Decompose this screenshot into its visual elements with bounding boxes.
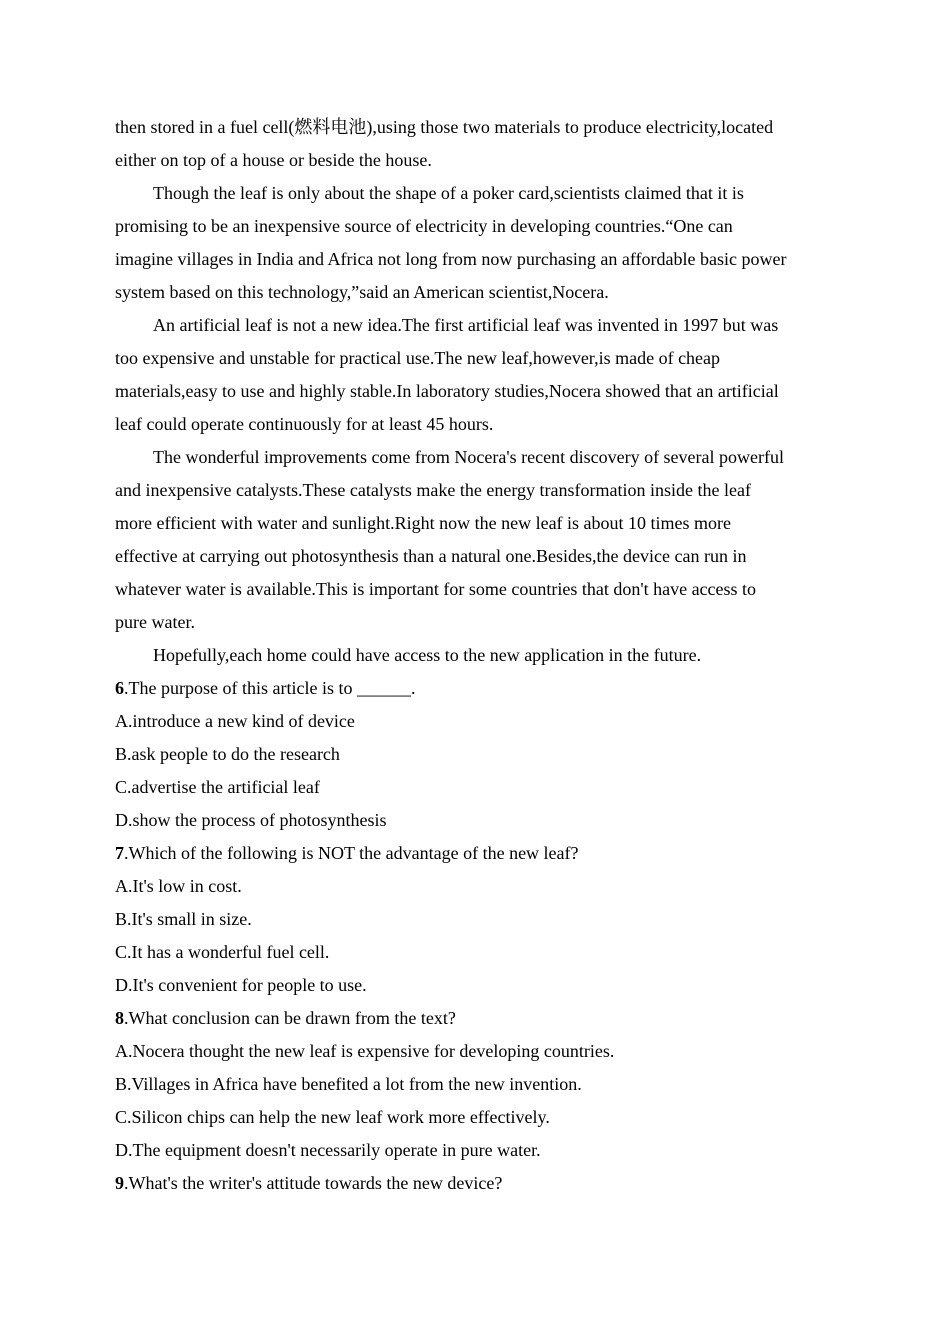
question-number: 9	[115, 1173, 124, 1193]
text-line: system based on this technology,”said an American scientist,Nocera.	[115, 282, 609, 302]
question-number: 6	[115, 678, 124, 698]
question-8	[115, 1002, 835, 1167]
paragraph-conclusion	[115, 639, 835, 672]
text-line: materials,easy to use and highly stable.In laboratory studies,Nocera showed that an artificial	[115, 381, 779, 401]
paragraph-poker-card	[115, 177, 835, 309]
text-line: pure water.	[115, 612, 195, 632]
text-line: too expensive and unstable for practical use.The new leaf,however,is made of cheap	[115, 348, 721, 368]
answer-option: B.Villages in Africa have benefited a lot from the new invention.	[115, 1074, 582, 1094]
question-number: 7	[115, 843, 124, 863]
text-line: then stored in a fuel cell(燃料电池),using those two materials to produce electricity,located	[115, 117, 774, 137]
text-line: either on top of a house or beside the house.	[115, 150, 432, 170]
question-stem	[115, 672, 835, 705]
text-line: The wonderful improvements come from Nocera's recent discovery of several powerful	[153, 447, 785, 467]
paragraph-history	[115, 309, 835, 441]
answer-option: B.ask people to do the research	[115, 744, 340, 764]
document-page	[115, 111, 835, 1200]
question-stem	[115, 837, 835, 870]
question-text: .What conclusion can be drawn from the text?	[124, 1008, 456, 1028]
text-line: whatever water is available.This is important for some countries that don't have access to	[115, 579, 757, 599]
answer-option: D.show the process of photosynthesis	[115, 810, 387, 830]
question-text: .Which of the following is NOT the advantage of the new leaf?	[124, 843, 579, 863]
text-line: leaf could operate continuously for at least 45 hours.	[115, 414, 494, 434]
question-text: .What's the writer's attitude towards the new device?	[124, 1173, 503, 1193]
answer-option: A.introduce a new kind of device	[115, 711, 355, 731]
text-line: effective at carrying out photosynthesis than a natural one.Besides,the device can run in	[115, 546, 747, 566]
question-7	[115, 837, 835, 1002]
paragraph-improvements	[115, 441, 835, 639]
answer-option: A.It's low in cost.	[115, 876, 242, 896]
text-line: Though the leaf is only about the shape of a poker card,scientists claimed that it is	[153, 183, 744, 203]
passage-continuation	[115, 111, 835, 177]
text-line: promising to be an inexpensive source of electricity in developing countries.“One can	[115, 216, 733, 236]
answer-option: A.Nocera thought the new leaf is expensive for developing countries.	[115, 1041, 615, 1061]
question-9	[115, 1167, 835, 1200]
answer-option: D.The equipment doesn't necessarily operate in pure water.	[115, 1140, 541, 1160]
answer-option: C.advertise the artificial leaf	[115, 777, 320, 797]
text-line: more efficient with water and sunlight.Right now the new leaf is about 10 times more	[115, 513, 732, 533]
answer-option: C.It has a wonderful fuel cell.	[115, 942, 330, 962]
text-line: An artificial leaf is not a new idea.The first artificial leaf was invented in 1997 but was	[153, 315, 779, 335]
answer-option: C.Silicon chips can help the new leaf work more effectively.	[115, 1107, 550, 1127]
question-stem	[115, 1167, 835, 1200]
answer-option: D.It's convenient for people to use.	[115, 975, 367, 995]
text-line: imagine villages in India and Africa not long from now purchasing an affordable basic power	[115, 249, 787, 269]
question-6	[115, 672, 835, 837]
question-stem	[115, 1002, 835, 1035]
text-line: and inexpensive catalysts.These catalysts make the energy transformation inside the leaf	[115, 480, 751, 500]
question-number: 8	[115, 1008, 124, 1028]
question-text: .The purpose of this article is to ______.	[124, 678, 416, 698]
answer-option: B.It's small in size.	[115, 909, 252, 929]
text-line: Hopefully,each home could have access to the new application in the future.	[153, 645, 702, 665]
